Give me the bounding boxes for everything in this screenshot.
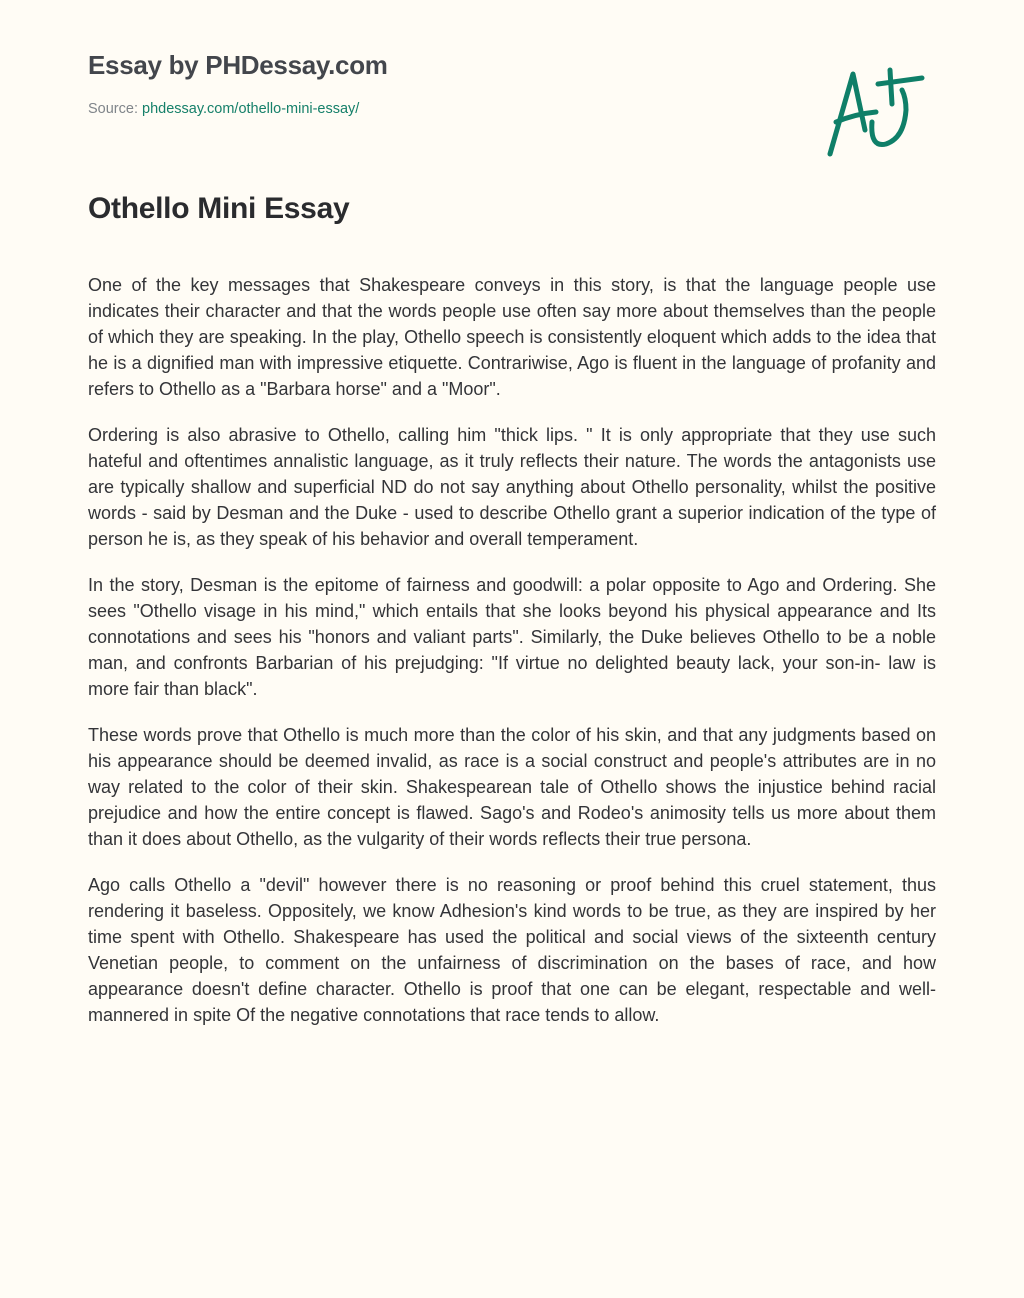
essay-body [88, 272, 936, 1048]
essay-paragraph: Ordering is also abrasive to Othello, calling him "thick lips. " It is only appropriate that they use such hateful and oftentimes annalistic language, as it truly reflects their nature. The words the antagonists use are typically shallow and superficial ND do not say anything about Othello personality, whilst the positive words - said by Desman and the Duke - used to describe Othello grant a superior indication of the type of person he is, as they speak of his behavior and overall temperament. [88, 425, 936, 549]
essay-paragraph: Ago calls Othello a "devil" however there is no reasoning or proof behind this cruel statement, thus rendering it baseless. Oppositely, we know Adhesion's kind words to be true, as they are inspired by her time spent with Othello. Shakespeare has used the political and social views of the sixteenth century Venetian people, to comment on the unfairness of discrimination on the bases of race, and how appearance doesn't define character. Othello is proof that one can be elegant, respectable and well-mannered in spite Of the negative connotations that race tends to allow. [88, 875, 936, 1025]
source-link[interactable]: phdessay.com/othello-mini-essay/ [142, 101, 360, 117]
source-label: Source: [88, 101, 138, 117]
site-brand: Essay by PHDessay.com [88, 50, 388, 80]
essay-paragraph: These words prove that Othello is much more than the color of his skin, and that any judgments based on his appearance should be deemed invalid, as race is a social construct and people's attributes are in no way related to the color of their skin. Shakespearean tale of Othello shows the injustice behind racial prejudice and how the entire concept is flawed. Sago's and Rodeo's animosity tells us more about them than it does about Othello, as the vulgarity of their words reflects their true persona. [88, 725, 936, 849]
essay-paragraph: In the story, Desman is the epitome of fairness and goodwill: a polar opposite to Ago and Ordering. She sees "Othello visage in his mind," which entails that she looks beyond his physical appearance and Its connotations and sees his "honors and valiant parts". Similarly, the Duke believes Othello to be a noble man, and confronts Barbarian of his prejudging: "If virtue no delighted beauty lack, your son-in- law is more fair than black". [88, 575, 936, 699]
essay-title: Othello Mini Essay [88, 192, 350, 225]
essay-paragraph: One of the key messages that Shakespeare conveys in this story, is that the language people use indicates their character and that the words people use often say more about themselves than the people of which they are speaking. In the play, Othello speech is consistently eloquent which adds to the idea that he is a dignified man with impressive etiquette. Contrariwise, Ago is fluent in the language of profanity and refers to Othello as a "Barbara horse" and a "Moor". [88, 275, 936, 399]
a-plus-logo-icon [820, 62, 930, 162]
source-line [88, 101, 359, 117]
